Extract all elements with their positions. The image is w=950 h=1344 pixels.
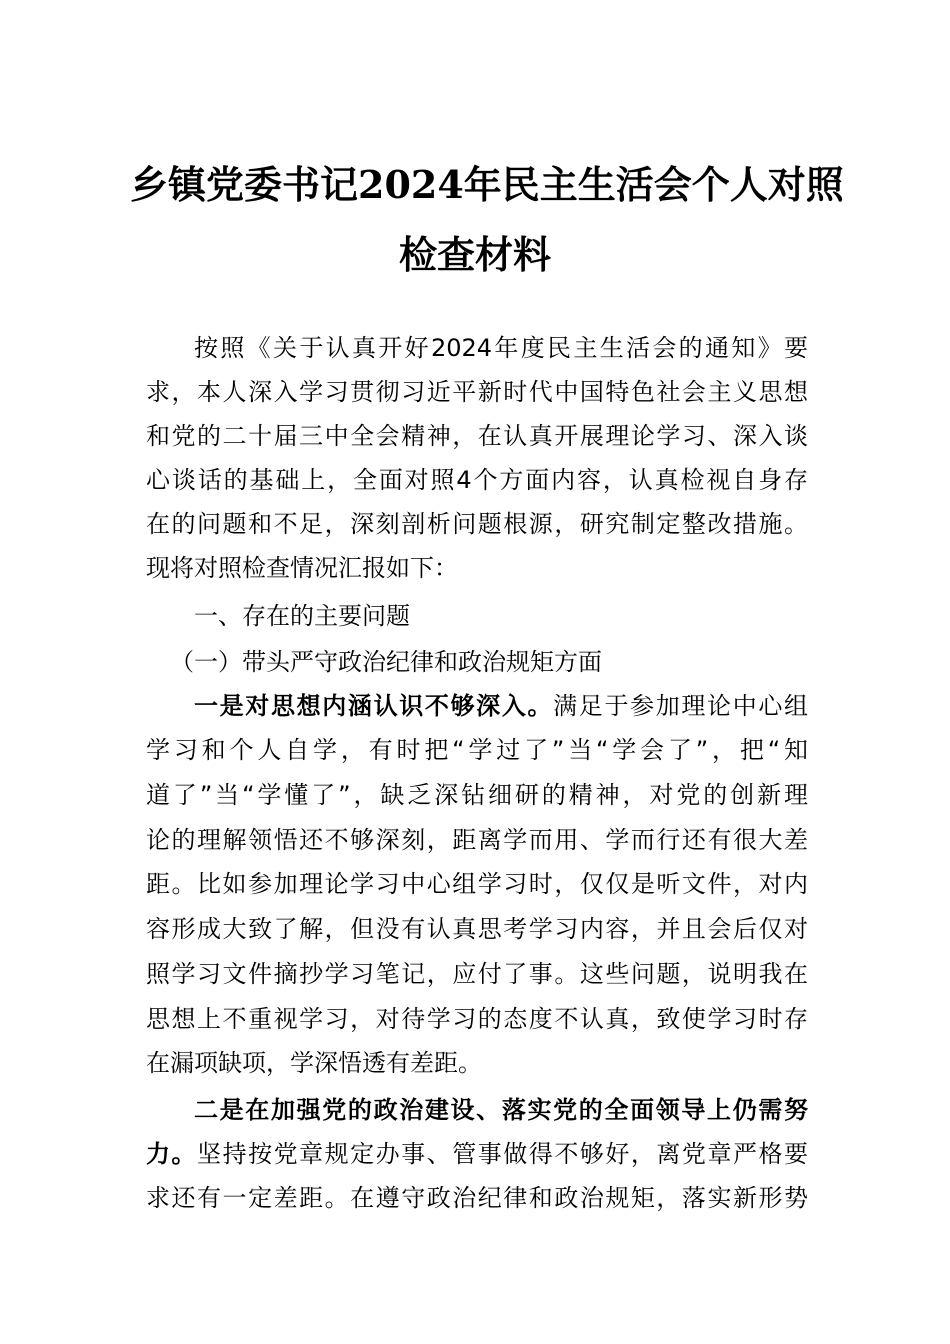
point1-first-line-rest: 满足于参加理论中心组: [553, 692, 809, 720]
document-title-line-2: 检查材料: [398, 232, 551, 277]
point1-line-4: 论的理解领悟还不够深刻，距离学而用、学而行还有很大差: [146, 826, 808, 854]
point1-line-9: 在漏项缺项，学深悟透有差距。: [146, 1049, 482, 1077]
point1-line-2: 学习和个人自学，有时把“学过了”当“学会了”，把“知: [146, 736, 808, 764]
intro-line-6: 现将对照检查情况汇报如下：: [146, 554, 458, 582]
point2-line2-rest: 坚持按党章规定办事、管事做得不够好，离党章严格要: [197, 1140, 809, 1168]
point1-line-6: 容形成大致了解，但没有认真思考学习内容，并且会后仅对: [146, 915, 808, 943]
intro-line-1: 按照《关于认真开好2024年度民主生活会的通知》要: [194, 334, 808, 362]
point2-line-2: [146, 1132, 808, 1176]
point2-line-1: 二是在加强党的政治建设、落实党的全面领导上仍需努: [194, 1096, 808, 1124]
intro-line-4: 心谈话的基础上，全面对照4个方面内容，认真检视自身存: [146, 466, 808, 494]
intro-line-3: 和党的二十届三中全会精神，在认真开展理论学习、深入谈: [146, 422, 808, 450]
point1-line-1: [194, 684, 808, 728]
point1-line-3: 道了”当“学懂了”，缺乏深钻细研的精神，对党的创新理: [146, 781, 808, 809]
point2-bold-lead: 力。: [146, 1140, 198, 1168]
intro-line-5: 在的问题和不足，深刻剖析问题根源，研究制定整改措施。: [146, 510, 808, 538]
point2-line-3: 求还有一定差距。在遵守政治纪律和政治规矩，落实新形势: [146, 1184, 808, 1212]
subsection-heading-1: （一）带头严守政治纪律和政治规矩方面: [170, 648, 602, 676]
section-heading-1: 一、存在的主要问题: [194, 602, 410, 630]
point1-line-8: 思想上不重视学习，对待学习的态度不认真，致使学习时存: [146, 1005, 808, 1033]
intro-line-2: 求，本人深入学习贯彻习近平新时代中国特色社会主义思想: [146, 378, 808, 406]
point1-bold-lead: 一是对思想内涵认识不够深入。: [194, 692, 554, 720]
point1-line-7: 照学习文件摘抄学习笔记，应付了事。这些问题，说明我在: [146, 960, 808, 988]
document-title-line-1: 乡镇党委书记2024年民主生活会个人对照: [130, 162, 844, 207]
point1-line-5: 距。比如参加理论学习中心组学习时，仅仅是听文件，对内: [146, 870, 808, 898]
